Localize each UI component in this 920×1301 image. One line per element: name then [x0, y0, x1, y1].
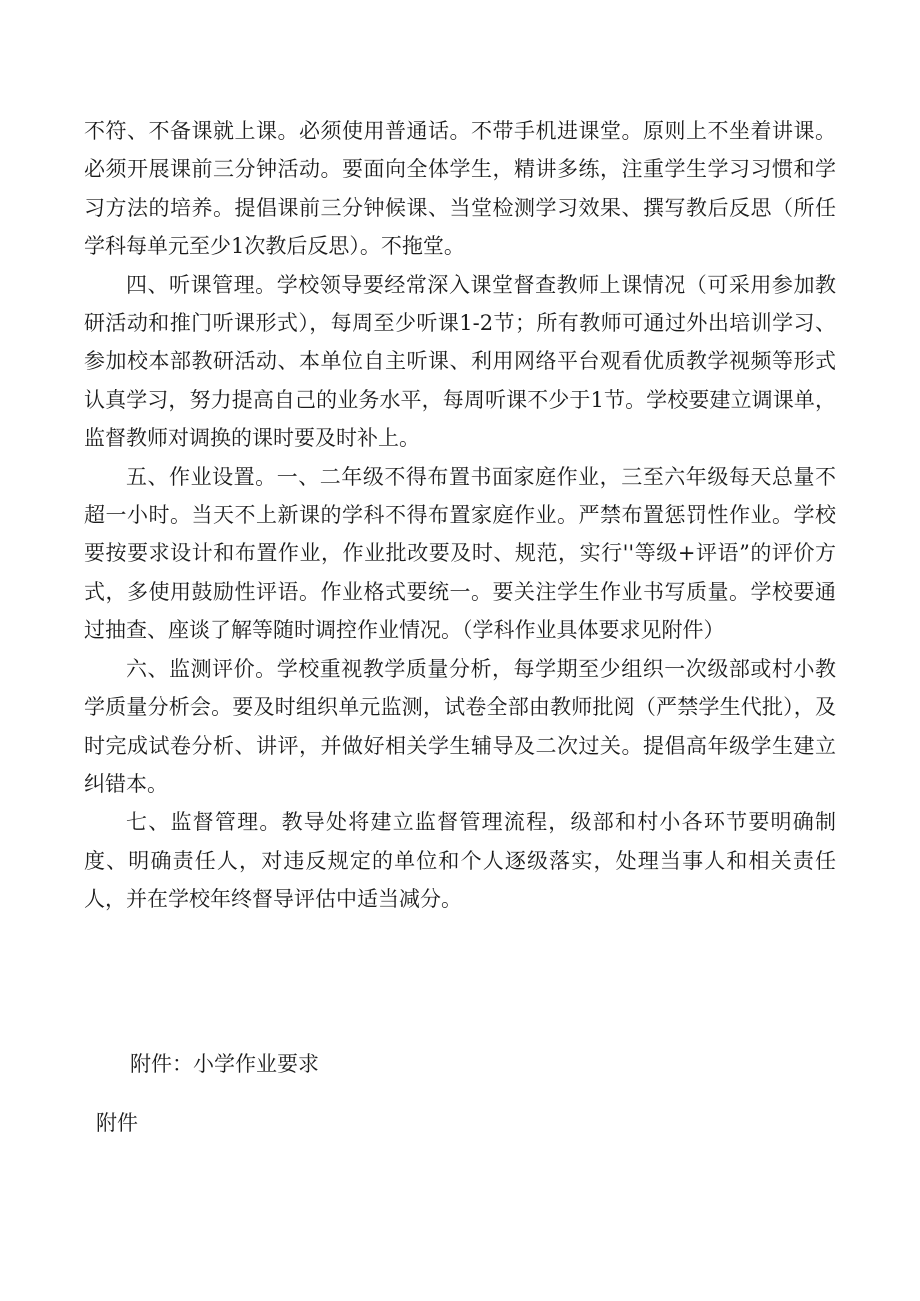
- attachment-reference: 附件：小学作业要求: [130, 1052, 319, 1076]
- attachment-heading: 附件: [96, 1111, 138, 1135]
- paragraph-assessment: 六、监测评价。学校重视教学质量分析，每学期至少组织一次级部或村小教学质量分析会。要及时组织单元监测，试卷全部由教师批阅（严禁学生代批），及时完成试卷分析、讲评，并做好相关学生辅导及二次过关。提倡高年级学生建立纠错本。: [84, 656, 836, 796]
- document-body: [84, 112, 836, 919]
- paragraph-lesson-observation: 四、听课管理。学校领导要经常深入课堂督查教师上课情况（可采用参加教研活动和推门听课形式），每周至少听课1-2节；所有教师可通过外出培训学习、参加校本部教研活动、本单位自主听课、利用网络平台观看优质教学视频等形式认真学习，努力提高自己的业务水平，每周听课不少于1节。学校要建立调课单，监督教师对调换的课时要及时补上。: [84, 272, 836, 451]
- paragraph-homework-setting: 五、作业设置。一、二年级不得布置书面家庭作业，三至六年级每天总量不超一小时。当天不上新课的学科不得布置家庭作业。严禁布置惩罚性作业。学校要按要求设计和布置作业，作业批改要及时、规范，实行''等级+评语”的评价方式，多使用鼓励性评语。作业格式要统一。要关注学生作业书写质量。学校要通过抽查、座谈了解等随时调控作业情况。（学科作业具体要求见附件）: [84, 464, 836, 643]
- paragraph-supervision: 七、监督管理。教导处将建立监督管理流程，级部和村小各环节要明确制度、明确责任人，对违反规定的单位和个人逐级落实，处理当事人和相关责任人，并在学校年终督导评估中适当减分。: [84, 810, 836, 912]
- paragraph-continued-teaching-rules: 不符、不备课就上课。必须使用普通话。不带手机进课堂。原则上不坐着讲课。必须开展课前三分钟活动。要面向全体学生，精讲多练，注重学生学习习惯和学习方法的培养。提倡课前三分钟候课、当堂检测学习效果、撰写教后反思（所任学科每单元至少1次教后反思）。不拖堂。: [84, 119, 836, 259]
